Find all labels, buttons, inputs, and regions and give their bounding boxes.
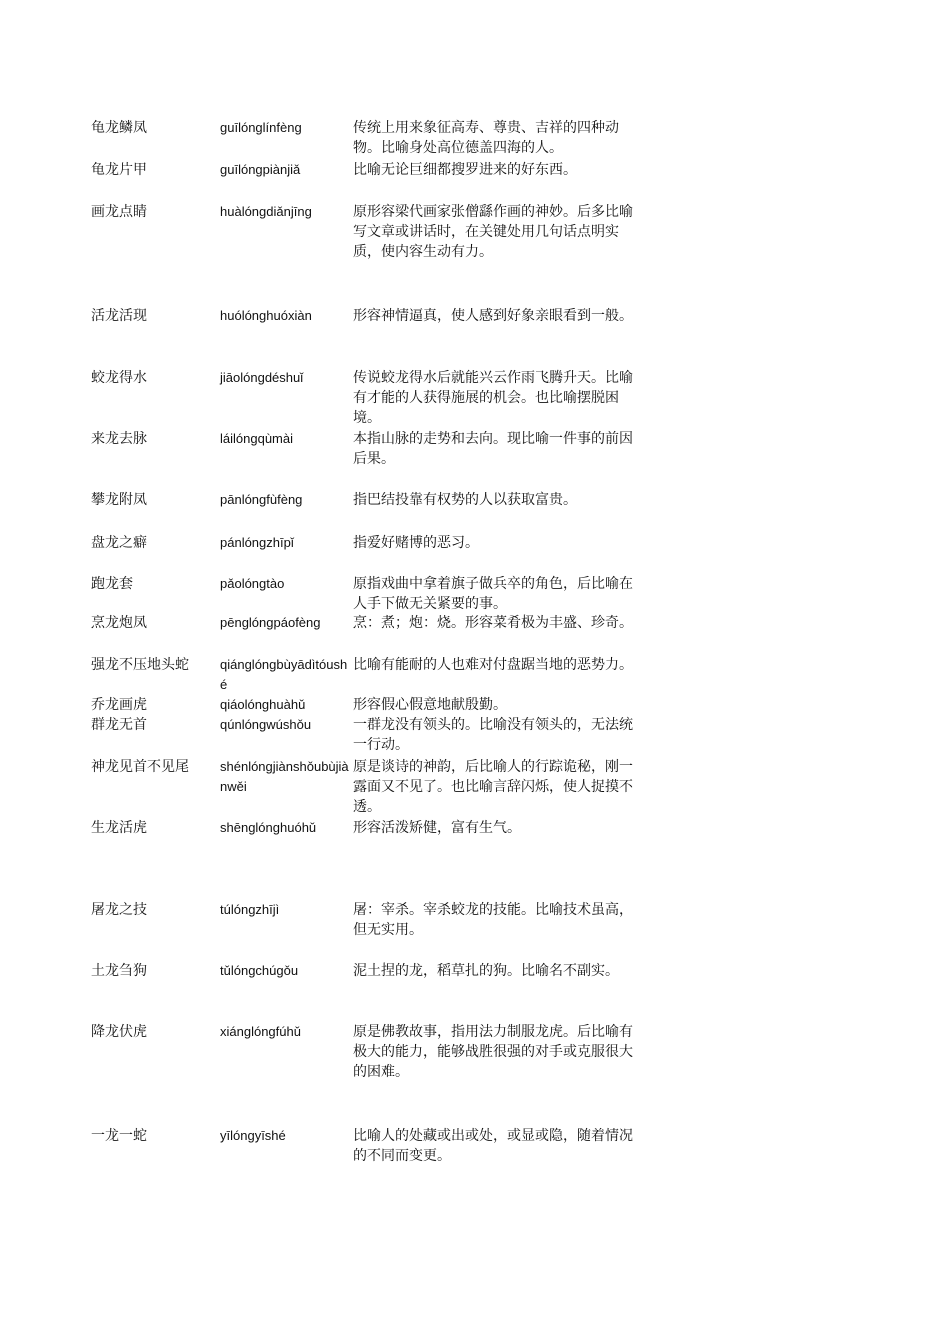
idiom-meaning: 原指戏曲中拿着旗子做兵卒的角色，后比喻在人手下做无关紧要的事。 <box>353 576 633 612</box>
idiom-term: 土龙刍狗 <box>91 963 147 979</box>
idiom-term: 跑龙套 <box>91 576 133 592</box>
idiom-pinyin: shēnglónghuóhǔ <box>220 820 317 835</box>
idiom-pinyin: huàlóngdiǎnjīng <box>220 204 312 219</box>
idiom-meaning: 比喻有能耐的人也难对付盘踞当地的恶势力。 <box>353 657 633 673</box>
idiom-meaning: 屠：宰杀。宰杀蛟龙的技能。比喻技术虽高，但无实用。 <box>353 902 633 938</box>
idiom-term: 盘龙之癖 <box>91 535 147 551</box>
idiom-term: 神龙见首不见尾 <box>91 759 189 775</box>
idiom-pinyin: qiáolónghuàhǔ <box>220 697 306 712</box>
idiom-pinyin: pēnglóngpáofèng <box>220 615 321 630</box>
idiom-term: 一龙一蛇 <box>91 1128 147 1144</box>
idiom-meaning: 本指山脉的走势和去向。现比喻一件事的前因后果。 <box>353 431 633 467</box>
idiom-meaning: 传说蛟龙得水后就能兴云作雨飞腾升天。比喻有才能的人获得施展的机会。也比喻摆脱困境。 <box>353 370 633 426</box>
idiom-pinyin: xiánglóngfúhǔ <box>220 1024 301 1039</box>
idiom-pinyin: tǔlóngchúgǒu <box>220 963 299 978</box>
idiom-meaning: 烹：煮；炮：烧。形容菜肴极为丰盛、珍奇。 <box>353 615 633 631</box>
idiom-meaning: 比喻无论巨细都搜罗进来的好东西。 <box>353 162 577 178</box>
idiom-term: 活龙活现 <box>91 308 147 324</box>
idiom-meaning: 传统上用来象征高寿、尊贵、吉祥的四种动物。比喻身处高位德盖四海的人。 <box>353 120 619 156</box>
idiom-pinyin: túlóngzhījì <box>220 902 280 917</box>
idiom-meaning: 指巴结投靠有权势的人以获取富贵。 <box>353 492 577 508</box>
idiom-pinyin: pǎolóngtào <box>220 576 285 591</box>
idiom-term: 屠龙之技 <box>91 902 147 918</box>
idiom-term: 降龙伏虎 <box>91 1024 147 1040</box>
idiom-pinyin: láilóngqùmài <box>220 431 293 446</box>
idiom-pinyin: guīlónglínfèng <box>220 120 302 135</box>
idiom-term: 生龙活虎 <box>91 820 147 836</box>
idiom-term: 画龙点睛 <box>91 204 147 220</box>
idiom-meaning: 原形容梁代画家张僧繇作画的神妙。后多比喻写文章或讲话时，在关键处用几句话点明实质，使内容生动有力。 <box>353 204 633 260</box>
idiom-pinyin: qiánglóngbùyādìtóushé <box>220 657 348 692</box>
idiom-meaning: 指爱好赌博的恶习。 <box>353 535 479 551</box>
idiom-term: 烹龙炮凤 <box>91 615 147 631</box>
idiom-term: 蛟龙得水 <box>91 370 147 386</box>
idiom-pinyin: shénlóngjiànshǒubùjiànwěi <box>220 759 349 794</box>
idiom-pinyin: huólónghuóxiàn <box>220 308 312 323</box>
idiom-meaning: 形容神情逼真，使人感到好象亲眼看到一般。 <box>353 308 633 324</box>
idiom-term: 来龙去脉 <box>91 431 147 447</box>
idiom-pinyin: pānlóngfùfèng <box>220 492 303 507</box>
idiom-pinyin: jiāolóngdéshuǐ <box>220 370 304 385</box>
idiom-meaning: 形容假心假意地献殷勤。 <box>353 697 507 713</box>
idiom-pinyin: qúnlóngwúshǒu <box>220 717 312 732</box>
idiom-term: 群龙无首 <box>91 717 147 733</box>
idiom-meaning: 原是谈诗的神韵，后比喻人的行踪诡秘，刚一露面又不见了。也比喻言辞闪烁，使人捉摸不透。 <box>353 759 633 815</box>
idiom-term: 龟龙片甲 <box>91 162 147 178</box>
idiom-meaning: 一群龙没有领头的。比喻没有领头的，无法统一行动。 <box>353 717 633 753</box>
idiom-meaning: 泥土捏的龙，稻草扎的狗。比喻名不副实。 <box>353 963 619 979</box>
idiom-term: 强龙不压地头蛇 <box>91 657 189 673</box>
idiom-term: 龟龙鳞凤 <box>91 120 147 136</box>
idiom-meaning: 形容活泼矫健，富有生气。 <box>353 820 521 836</box>
idiom-pinyin: guīlóngpiànjiǎ <box>220 162 301 177</box>
idiom-pinyin: pánlóngzhīpǐ <box>220 535 294 550</box>
idiom-term: 攀龙附凤 <box>91 492 147 508</box>
idiom-meaning: 比喻人的处藏或出或处，或显或隐，随着情况的不同而变更。 <box>353 1128 633 1164</box>
idiom-term: 乔龙画虎 <box>91 697 147 713</box>
idiom-pinyin: yīlóngyīshé <box>220 1128 286 1143</box>
idiom-meaning: 原是佛教故事，指用法力制服龙虎。后比喻有极大的能力，能够战胜很强的对手或克服很大的困难。 <box>353 1024 633 1080</box>
